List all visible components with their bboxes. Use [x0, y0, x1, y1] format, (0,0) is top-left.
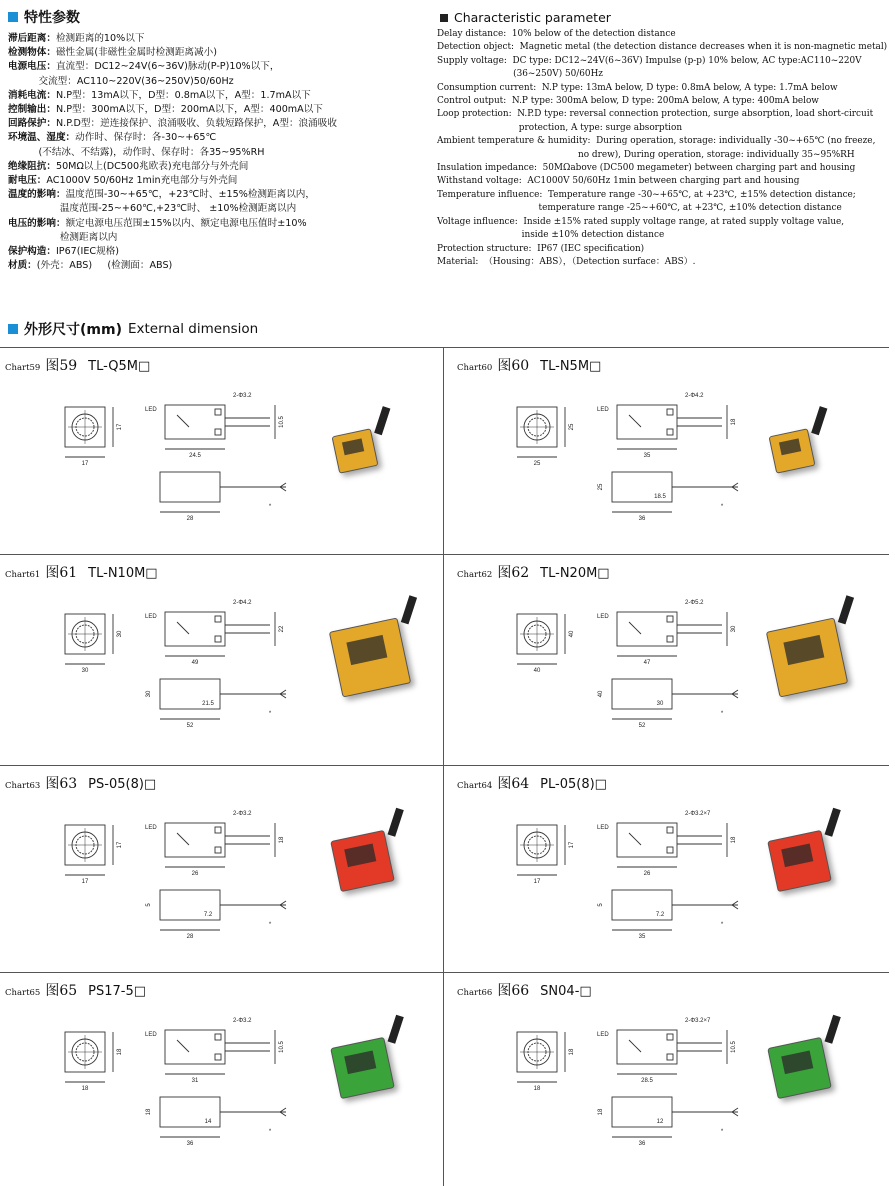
- dim-bottom-length: 28: [186, 934, 194, 940]
- chart-figure-no: 图61: [45, 565, 78, 581]
- cn-spec-row: [8, 89, 428, 103]
- photo-cable: [388, 1015, 404, 1044]
- dim-bottom-length: 52: [186, 723, 194, 729]
- dim-bottom-height: 5: [146, 903, 152, 907]
- chart-number: Chart62: [457, 570, 493, 580]
- dim-lead-holes: 2-Φ3.2×7: [685, 811, 711, 817]
- photo-label-plate: [342, 438, 365, 455]
- dim-body-height: 10.5: [279, 416, 285, 428]
- dim-face-height: 18: [117, 1048, 123, 1056]
- cn-spec-value: 动作时、保存时：各-30~+65℃: [75, 132, 217, 144]
- cn-spec-key: 消耗电流：: [8, 89, 56, 101]
- dim-bottom-length: 36: [186, 1141, 194, 1147]
- cn-spec-value: (不结冰、不结露)，动作时、保存时：各35~95%RH: [8, 146, 265, 158]
- side-body: [165, 1030, 225, 1064]
- dimension-chart: [452, 347, 895, 554]
- cable-note-star: *: [720, 504, 724, 510]
- black-square-icon: [440, 14, 448, 22]
- chart-figure-no: 图62: [497, 565, 530, 581]
- dim-face-width: 18: [81, 1086, 89, 1092]
- cn-spec-value: 磁性金属(非磁性金属时检测距离减小): [55, 47, 217, 59]
- dim-face-height: 18: [569, 1048, 575, 1056]
- cn-spec-row: [8, 117, 428, 131]
- en-spec-row: protection, A type: surge absorption: [437, 122, 683, 133]
- cable-ends: [280, 483, 286, 491]
- dim-body-length: 49: [191, 660, 199, 666]
- dim-lead-holes: 2-Φ5.2: [685, 600, 704, 606]
- en-spec-row: Supply voltage: DC type: DC12~24V(6~36V) Impulse (p-p) 10% below, AC type:AC110~220V: [437, 55, 862, 66]
- photo-label-plate: [783, 635, 824, 665]
- photo-label-plate: [344, 844, 376, 867]
- dim-bottom-height: 40: [598, 690, 604, 698]
- cn-spec-row: [8, 217, 428, 231]
- product-photo: [766, 617, 848, 697]
- dim-bottom-height: 18: [598, 1108, 604, 1116]
- en-spec-row: Delay distance: 10% below of the detection distance: [437, 29, 676, 39]
- cn-spec-value: 温度范围-25~+60℃,+23℃时、 ±10%检测距离以内: [8, 203, 297, 215]
- dim-lead-holes: 2-Φ4.2: [685, 393, 704, 399]
- cn-spec-key: 环境温、湿度：: [8, 132, 76, 144]
- dim-bottom-inner: 7.2: [655, 912, 665, 918]
- dim-body-length: 35: [643, 453, 651, 459]
- dim-body-length: 26: [643, 871, 651, 877]
- en-spec-row: Insulation impedance: 50MΩabove (DC500 megameter) between charging part and housing: [437, 163, 856, 174]
- dim-face-height: 25: [569, 423, 575, 431]
- cn-spec-key: 耐电压：: [8, 175, 47, 187]
- mount-hole: [667, 1034, 673, 1040]
- dim-body-height: 10.5: [731, 1041, 737, 1053]
- led-marker: [177, 415, 189, 427]
- cable-ends: [732, 1108, 738, 1116]
- led-label: LED: [145, 614, 157, 620]
- side-body: [165, 612, 225, 646]
- photo-label-plate: [346, 635, 387, 665]
- side-body: [617, 823, 677, 857]
- dim-section-header: [8, 319, 258, 339]
- photo-cable: [401, 595, 417, 624]
- dim-face-height: 40: [569, 630, 575, 638]
- en-spec-row: inside ±10% detection distance: [437, 230, 665, 241]
- mount-hole: [667, 847, 673, 853]
- led-marker: [177, 1040, 189, 1052]
- en-spec-row: Protection structure: IP67 (IEC specification): [437, 243, 645, 254]
- dimension-chart: [452, 554, 895, 761]
- dim-face-width: 40: [533, 668, 541, 674]
- mount-hole: [215, 847, 221, 853]
- en-spec-row: Material: （Housing：ABS），（Detection surface：ABS）.: [437, 256, 696, 267]
- en-spec-row: Control output: N.P type: 300mA below, D type: 200mA below, A type: 400mA below: [437, 96, 819, 107]
- model-name: TL-Q5M□: [88, 359, 151, 374]
- cn-spec-row: [8, 146, 428, 160]
- blue-square-icon: [8, 324, 18, 334]
- dim-bottom-height: 5: [598, 903, 604, 907]
- cn-spec-key: 控制输出：: [8, 104, 56, 116]
- dim-body-height: 18: [279, 836, 285, 844]
- dim-face-width: 17: [533, 879, 541, 885]
- cn-spec-value: 额定电源电压范围±15%以内、额定电源电压值时±10%: [65, 217, 307, 229]
- photo-cable: [838, 595, 854, 624]
- cn-spec-value: AC1000V 50/60Hz 1min充电部分与外壳间: [46, 175, 238, 187]
- dim-bottom-inner: 12: [656, 1119, 664, 1125]
- model-name: TL-N10M□: [88, 566, 158, 581]
- product-photo: [329, 617, 411, 697]
- dim-bottom-height: 18: [146, 1108, 152, 1116]
- mount-hole: [215, 409, 221, 415]
- chart-number: Chart65: [5, 988, 41, 998]
- dimension-chart: [0, 554, 443, 761]
- model-name: SN04-□: [540, 984, 592, 999]
- dimension-chart: [0, 972, 443, 1179]
- led-marker: [177, 622, 189, 634]
- dim-lead-holes: 2-Φ4.2: [233, 600, 252, 606]
- cn-spec-row: [8, 231, 428, 245]
- dim-section-title-cn: 外形尺寸(mm): [24, 322, 122, 338]
- cn-section-title: 特性参数: [24, 10, 80, 26]
- dim-body-height: 30: [731, 625, 737, 633]
- cn-spec-value: 交流型：AC110~220V(36~250V)50/60Hz: [8, 75, 234, 87]
- chart-number: Chart60: [457, 363, 493, 373]
- dimension-chart: [452, 972, 895, 1179]
- dimension-chart: [0, 347, 443, 554]
- cn-spec-value: 温度范围-30~+65℃，+23℃时、±15%检测距离以内，: [65, 189, 315, 201]
- cn-spec-list: [8, 32, 428, 273]
- model-name: TL-N20M□: [540, 566, 610, 581]
- cn-spec-row: [8, 46, 428, 60]
- model-name: TL-N5M□: [540, 359, 602, 374]
- cn-spec-value: 检测距离以内: [8, 231, 118, 243]
- chart-figure-no: 图65: [45, 983, 78, 999]
- en-section-header: [440, 10, 611, 25]
- en-spec-row: no drew), During operation, storage: individually 35~95%RH: [437, 149, 855, 160]
- cable-ends: [732, 901, 738, 909]
- cn-spec-value: N.P型：13mA以下，D型：0.8mA以下，A型：1.7mA以下: [55, 89, 311, 101]
- photo-cable: [825, 1015, 841, 1044]
- led-label: LED: [597, 825, 609, 831]
- dimension-drawing: [452, 347, 752, 547]
- dim-face-width: 18: [533, 1086, 541, 1092]
- led-marker: [629, 415, 641, 427]
- led-label: LED: [145, 407, 157, 413]
- led-marker: [177, 833, 189, 845]
- dim-face-width: 25: [533, 461, 541, 467]
- dim-body-length: 47: [643, 660, 651, 666]
- led-marker: [629, 1040, 641, 1052]
- cn-spec-key: 检测物体：: [8, 47, 56, 59]
- dim-body-length: 31: [191, 1078, 199, 1084]
- cn-spec-key: 材质：: [8, 260, 37, 272]
- cn-spec-row: [8, 131, 428, 145]
- cn-spec-key: 温度的影响：: [8, 189, 66, 201]
- en-spec-row: Loop protection: N.P.D type: reversal connection protection, surge absorption, load short-circuit: [437, 109, 874, 120]
- dimension-chart: [0, 765, 443, 972]
- dim-body-length: 26: [191, 871, 199, 877]
- dim-face-height: 17: [117, 841, 123, 849]
- en-spec-row: temperature range -25~+60℃, at +23℃, ±10% detection distance: [437, 203, 842, 214]
- mount-hole: [215, 1034, 221, 1040]
- product-photo: [767, 1037, 832, 1099]
- dim-body-height: 18: [731, 418, 737, 426]
- dim-face-width: 17: [81, 879, 89, 885]
- cn-spec-row: [8, 75, 428, 89]
- photo-cable: [388, 808, 404, 837]
- dim-lead-holes: 2-Φ3.2×7: [685, 1018, 711, 1024]
- dim-bottom-height: 25: [598, 483, 604, 491]
- product-photo: [330, 830, 395, 892]
- led-marker: [629, 622, 641, 634]
- dim-section-title-en: External dimension: [127, 321, 259, 337]
- mount-hole: [215, 429, 221, 435]
- cable-ends: [280, 901, 286, 909]
- en-spec-row: Withstand voltage: AC1000V 50/60Hz 1min between charging part and housing: [437, 176, 800, 187]
- cn-spec-key: 绝缘阻抗：: [8, 160, 56, 172]
- dim-body-length: 24.5: [189, 453, 201, 459]
- cable-ends: [280, 690, 286, 698]
- grid-divider: [443, 347, 444, 1186]
- dim-bottom-height: 30: [146, 690, 152, 698]
- dim-body-height: 10.5: [279, 1041, 285, 1053]
- dim-face-height: 30: [117, 630, 123, 638]
- dimension-drawing: [452, 765, 752, 965]
- photo-cable: [811, 406, 827, 435]
- dim-body-length: 28.5: [641, 1078, 653, 1084]
- photo-cable: [825, 808, 841, 837]
- cn-spec-row: [8, 160, 428, 174]
- chart-figure-no: 图64: [497, 776, 530, 792]
- cn-spec-row: [8, 259, 428, 273]
- cn-spec-value: N.P型：300mA以下，D型：200mA以下，A型：400mA以下: [55, 104, 323, 116]
- led-label: LED: [597, 407, 609, 413]
- chart-figure-no: 图63: [45, 776, 78, 792]
- en-spec-row: Ambient temperature & humidity: During operation, storage: individually -30~+65℃ (no freeze,: [437, 136, 876, 147]
- cable-ends: [732, 690, 738, 698]
- product-photo: [767, 830, 832, 892]
- cable-note-star: *: [720, 711, 724, 717]
- cable-note-star: *: [268, 711, 272, 717]
- dim-body-height: 22: [279, 625, 285, 633]
- chart-figure-no: 图66: [497, 983, 530, 999]
- mount-hole: [215, 1054, 221, 1060]
- cable-note-star: *: [720, 1129, 724, 1135]
- cn-spec-value: IP67(IEC规格): [55, 246, 120, 258]
- dim-bottom-inner: 30: [656, 701, 664, 707]
- dimension-drawing: [0, 554, 300, 754]
- blue-square-icon: [8, 12, 18, 22]
- en-spec-row: Consumption current: N.P type: 13mA below, D type: 0.8mA below, A type: 1.7mA below: [437, 82, 838, 93]
- mount-hole: [215, 616, 221, 622]
- cn-spec-value: 检测距离的10%以下: [55, 33, 145, 44]
- model-name: PS17-5□: [88, 984, 147, 999]
- dim-face-width: 30: [81, 668, 89, 674]
- cn-spec-key: 电压的影响：: [8, 217, 66, 229]
- model-name: PS-05(8)□: [88, 777, 157, 792]
- cn-spec-key: 回路保护：: [8, 118, 56, 130]
- cn-spec-row: [8, 60, 428, 74]
- cn-spec-key: 滞后距离：: [8, 33, 56, 44]
- mount-hole: [215, 636, 221, 642]
- dimension-drawing: [0, 347, 300, 547]
- photo-label-plate: [781, 844, 813, 867]
- dimension-chart: [452, 765, 895, 972]
- mount-hole: [667, 429, 673, 435]
- cable-note-star: *: [268, 504, 272, 510]
- dim-bottom-length: 35: [638, 934, 646, 940]
- dim-face-width: 17: [81, 461, 89, 467]
- mount-hole: [667, 636, 673, 642]
- dimension-grid: [0, 347, 895, 1186]
- dim-bottom-inner: 18.5: [654, 494, 666, 500]
- dimension-drawing: [452, 972, 752, 1172]
- en-spec-row: Detection object: Magnetic metal (the detection distance decreases when it is non-magnetic metal): [437, 42, 888, 53]
- dim-bottom-inner: 21.5: [202, 701, 214, 707]
- en-spec-row: (36~250V) 50/60Hz: [437, 69, 603, 80]
- dim-face-height: 17: [117, 423, 123, 431]
- side-body: [165, 405, 225, 439]
- cable-ends: [280, 1108, 286, 1116]
- photo-label-plate: [779, 438, 802, 455]
- cable-ends: [732, 483, 738, 491]
- cn-spec-key: 保护构造：: [8, 246, 56, 258]
- dim-lead-holes: 2-Φ3.2: [233, 1018, 252, 1024]
- cn-spec-row: [8, 174, 428, 188]
- en-section-title: Characteristic parameter: [454, 10, 611, 25]
- product-photo: [331, 428, 378, 473]
- cn-spec-value: 50MΩ以上(DC500兆欧表)充电部分与外壳间: [55, 160, 249, 172]
- dimension-drawing: [452, 554, 752, 754]
- cn-spec-row: [8, 202, 428, 216]
- led-label: LED: [597, 1032, 609, 1038]
- en-spec-row: Voltage influence: Inside ±15% rated supply voltage range, at rated supply voltage value,: [437, 216, 845, 227]
- cn-spec-value: (外壳：ABS) (检测面：ABS): [36, 260, 173, 272]
- side-body: [617, 405, 677, 439]
- side-body: [617, 612, 677, 646]
- chart-number: Chart63: [5, 781, 41, 791]
- mount-hole: [667, 827, 673, 833]
- cn-spec-value: 直流型：DC12~24V(6~36V)脉动(P-P)10%以下，: [55, 61, 280, 73]
- cn-spec-row: [8, 32, 428, 46]
- chart-number: Chart66: [457, 988, 493, 998]
- dim-face-height: 17: [569, 841, 575, 849]
- dim-bottom-inner: 14: [204, 1119, 212, 1125]
- dim-bottom-length: 52: [638, 723, 646, 729]
- en-spec-row: Temperature influence: Temperature range -30~+65℃, at +23℃, ±15% detection distance;: [437, 189, 856, 200]
- product-photo: [768, 428, 815, 473]
- dimension-drawing: [0, 972, 300, 1172]
- dim-bottom-length: 36: [638, 516, 646, 522]
- cn-spec-row: [8, 188, 428, 202]
- dimension-drawing: [0, 765, 300, 965]
- led-label: LED: [597, 614, 609, 620]
- dim-lead-holes: 2-Φ3.2: [233, 393, 252, 399]
- chart-figure-no: 图59: [45, 358, 78, 374]
- dim-bottom-inner: 7.2: [203, 912, 213, 918]
- cn-section-header: [8, 7, 80, 27]
- mount-hole: [667, 409, 673, 415]
- en-spec-list: [437, 28, 892, 269]
- led-label: LED: [145, 825, 157, 831]
- mount-hole: [667, 616, 673, 622]
- model-name: PL-05(8)□: [540, 777, 607, 792]
- cable-note-star: *: [268, 922, 272, 928]
- dim-bottom-length: 36: [638, 1141, 646, 1147]
- cn-spec-row: [8, 103, 428, 117]
- led-label: LED: [145, 1032, 157, 1038]
- cn-spec-row: [8, 245, 428, 259]
- mount-hole: [667, 1054, 673, 1060]
- side-body: [617, 1030, 677, 1064]
- dim-body-height: 18: [731, 836, 737, 844]
- photo-cable: [374, 406, 390, 435]
- chart-number: Chart61: [5, 570, 41, 580]
- cable-note-star: *: [268, 1129, 272, 1135]
- led-marker: [629, 833, 641, 845]
- dim-bottom-length: 28: [186, 516, 194, 522]
- product-photo: [330, 1037, 395, 1099]
- photo-label-plate: [344, 1051, 376, 1074]
- bottom-body: [160, 472, 220, 502]
- side-body: [165, 823, 225, 857]
- dim-lead-holes: 2-Φ3.2: [233, 811, 252, 817]
- cable-note-star: *: [720, 922, 724, 928]
- photo-label-plate: [781, 1051, 813, 1074]
- cn-spec-key: 电源电压：: [8, 61, 56, 73]
- cn-spec-value: N.P.D型：逆连接保护、浪涌吸收、负载短路保护，A型：浪涌吸收: [55, 118, 337, 130]
- mount-hole: [215, 827, 221, 833]
- chart-number: Chart59: [5, 363, 41, 373]
- chart-figure-no: 图60: [497, 358, 530, 374]
- chart-number: Chart64: [457, 781, 493, 791]
